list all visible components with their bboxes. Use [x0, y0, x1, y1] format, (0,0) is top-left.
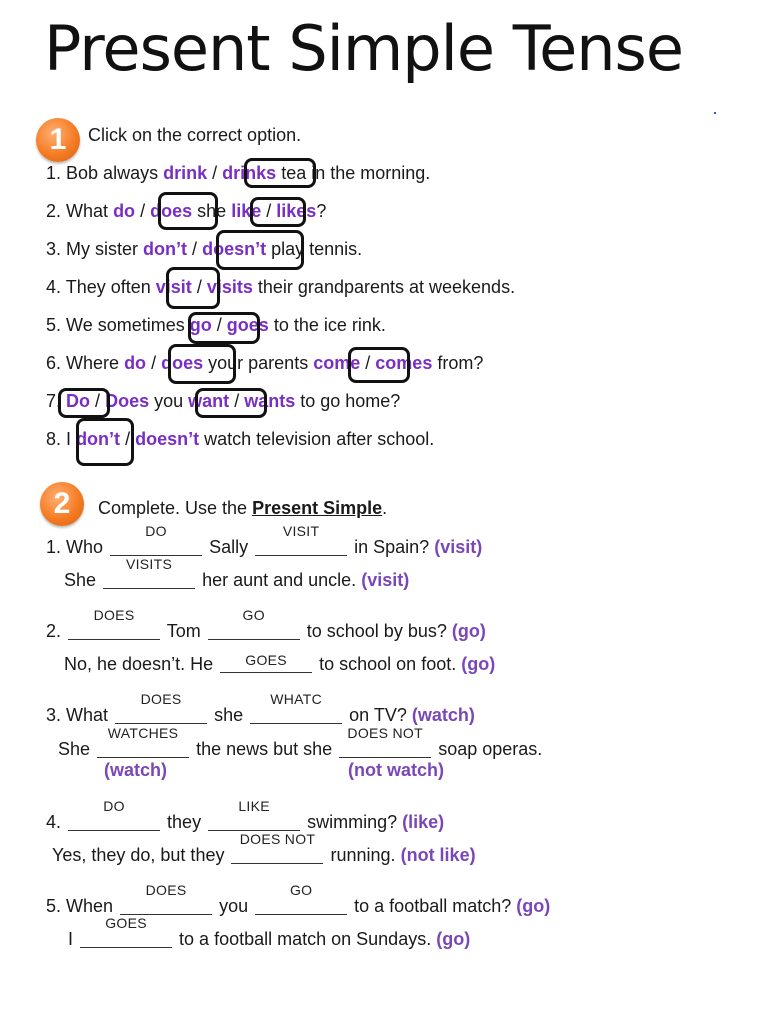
exercise-1-item-1: 1. Bob always drink / drinks tea in the morning. [46, 163, 431, 183]
answer-blank[interactable]: GOES [220, 653, 312, 673]
answer-blank[interactable]: LIKE [208, 811, 300, 831]
option-does[interactable]: does [150, 201, 193, 221]
answer-blank[interactable]: VISIT [255, 536, 347, 556]
answer-blank[interactable]: DO [68, 811, 160, 831]
exercise-2-q4-line-b: Yes, they do, but they DOES NOT running. (not like) [52, 831, 476, 865]
option-go[interactable]: go [189, 315, 212, 335]
answer-blank[interactable]: GO [255, 895, 347, 915]
exercise-1-item-6: 6. Where do / does your parents come / comes from? [46, 353, 484, 373]
option-want[interactable]: want [188, 391, 230, 411]
section-2-instruction: Complete. Use the Present Simple. [98, 498, 388, 518]
selection-box-like [250, 197, 306, 227]
selection-box-does-6 [168, 344, 236, 384]
option-doesnt[interactable]: doesn’t [202, 239, 267, 259]
selection-box-come [348, 347, 410, 383]
option-likes[interactable]: likes [276, 201, 317, 221]
exercise-1-item-2: 2. What do / does she like / likes? [46, 201, 327, 221]
exercise-2-q1-line-b: She VISITS her aunt and uncle. (visit) [64, 556, 410, 590]
option-wants[interactable]: wants [244, 391, 296, 411]
selection-box-drinks [244, 158, 316, 188]
answer-blank[interactable]: DO [110, 536, 202, 556]
exercise-2-q3-line-b: She WATCHES the news but she DOES NOT soap operas. [58, 725, 543, 759]
selection-box-doesnt [216, 230, 304, 270]
answer-blank[interactable]: VISITS [103, 569, 195, 589]
option-do[interactable]: do [113, 201, 136, 221]
selection-box-want [195, 388, 267, 418]
exercise-2-q2-line-a: 2. DOES Tom GO to school by bus? (go) [46, 607, 486, 641]
exercise-2-q5-line-a: 5. When DOES you GO to a football match? (go) [46, 882, 551, 916]
exercise-2-q1-line-a: 1. Who DO Sally VISIT in Spain? (visit) [46, 523, 483, 557]
exercise-1-item-3: 3. My sister don’t / doesn’t play tennis. [46, 239, 363, 259]
exercise-1-item-4: 4. They often visit / visits their grandparents at weekends. [46, 277, 516, 297]
option-like[interactable]: like [231, 201, 262, 221]
answer-blank[interactable]: DOES NOT [339, 738, 431, 758]
option-doesnt[interactable]: doesn’t [135, 429, 200, 449]
selection-box-go [188, 312, 260, 344]
option-do[interactable]: do [124, 353, 147, 373]
option-visit[interactable]: visit [155, 277, 192, 297]
option-do[interactable]: Do [66, 391, 91, 411]
section-2-badge: 2 [40, 482, 84, 526]
answer-blank[interactable]: GOES [80, 928, 172, 948]
exercise-2-q4-line-a: 4. DO they LIKE swimming? (like) [46, 798, 445, 832]
exercise-2-q2-line-b: No, he doesn’t. He GOES to school on foot. (go) [64, 652, 496, 674]
answer-blank[interactable]: WHATC [250, 704, 342, 724]
option-drinks[interactable]: drinks [222, 163, 277, 183]
option-come[interactable]: come [313, 353, 361, 373]
section-1-badge: 1 [36, 118, 80, 162]
option-dont[interactable]: don’t [143, 239, 188, 259]
hint-watch: (watch) [104, 760, 167, 780]
option-does[interactable]: does [161, 353, 204, 373]
option-does[interactable]: Does [105, 391, 150, 411]
answer-blank[interactable]: GO [208, 620, 300, 640]
selection-box-dont [76, 418, 134, 466]
page-title: Present Simple Tense [44, 12, 683, 85]
stray-dot [714, 112, 716, 114]
exercise-2-q3-line-a: 3. What DOES she WHATC on TV? (watch) [46, 691, 475, 725]
hint-not-watch: (not watch) [348, 760, 444, 780]
option-comes[interactable]: comes [375, 353, 433, 373]
section-1-instruction: Click on the correct option. [88, 125, 302, 145]
option-goes[interactable]: goes [226, 315, 269, 335]
option-drink[interactable]: drink [163, 163, 208, 183]
option-visits[interactable]: visits [206, 277, 253, 297]
answer-blank[interactable]: DOES [120, 895, 212, 915]
option-dont[interactable]: don’t [76, 429, 121, 449]
answer-blank[interactable]: WATCHES [97, 738, 189, 758]
answer-blank[interactable]: DOES NOT [231, 844, 323, 864]
exercise-2-q5-line-b: I GOES to a football match on Sundays. (go) [68, 915, 471, 949]
selection-box-do-7 [58, 388, 110, 418]
selection-box-does [158, 192, 218, 230]
exercise-1-item-5: 5. We sometimes go / goes to the ice rink. [46, 315, 386, 335]
answer-blank[interactable]: DOES [68, 620, 160, 640]
answer-blank[interactable]: DOES [115, 704, 207, 724]
exercise-1-item-7: 7. Do / Does you want / wants to go home? [46, 391, 401, 411]
selection-box-visit [166, 267, 220, 309]
exercise-1-item-8: 8. I don’t / doesn’t watch television after school. [46, 429, 435, 449]
